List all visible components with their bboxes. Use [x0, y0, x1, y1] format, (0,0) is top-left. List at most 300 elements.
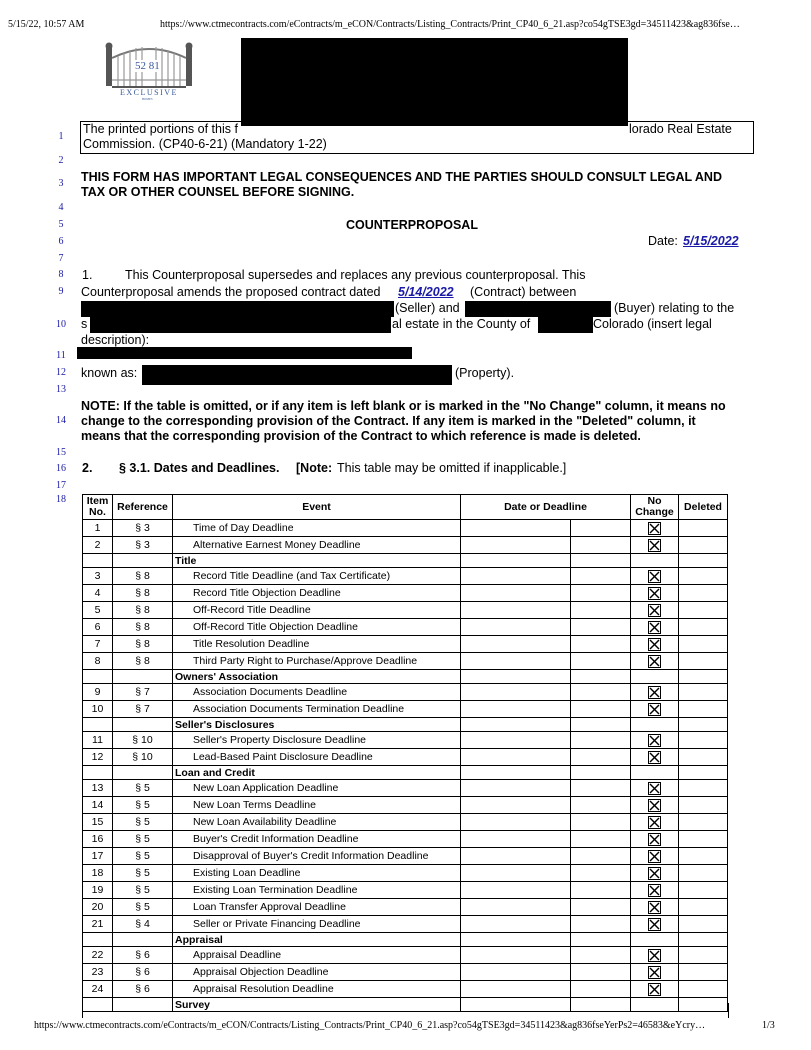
- reference: § 7: [113, 684, 173, 701]
- cell: [113, 670, 173, 684]
- cell: [113, 766, 173, 780]
- reference: § 5: [113, 780, 173, 797]
- table-row: [83, 831, 728, 848]
- cell: [461, 933, 571, 947]
- deadline-cell[interactable]: [571, 537, 631, 554]
- table-row: [83, 653, 728, 670]
- cell: [113, 933, 173, 947]
- no-change-cell[interactable]: [631, 831, 679, 848]
- date-cell[interactable]: [461, 780, 571, 797]
- deadline-cell[interactable]: [571, 780, 631, 797]
- reference: § 5: [113, 865, 173, 882]
- table-section-row: [83, 766, 728, 780]
- cell: [631, 554, 679, 568]
- deadline-cell[interactable]: [571, 848, 631, 865]
- item-number: 5: [83, 602, 113, 619]
- no-change-cell[interactable]: [631, 520, 679, 537]
- table-row: [83, 981, 728, 998]
- date-cell[interactable]: [461, 916, 571, 933]
- cell: [461, 766, 571, 780]
- item-number: 23: [83, 964, 113, 981]
- reference: § 8: [113, 602, 173, 619]
- cell: [571, 554, 631, 568]
- para-text: (Contract) between: [470, 285, 577, 299]
- cell: [679, 933, 728, 947]
- no-change-checkbox[interactable]: [648, 621, 661, 634]
- no-change-checkbox[interactable]: [648, 638, 661, 651]
- column-header: Event: [173, 495, 461, 520]
- section-heading: Owners' Association: [173, 670, 461, 684]
- no-change-cell[interactable]: [631, 780, 679, 797]
- deleted-cell[interactable]: [679, 585, 728, 602]
- date-cell[interactable]: [461, 814, 571, 831]
- date-label: Date:: [648, 234, 678, 248]
- table-row: [83, 749, 728, 766]
- cell: [113, 554, 173, 568]
- deadline-cell[interactable]: [571, 701, 631, 718]
- cell: [571, 766, 631, 780]
- deadline-cell[interactable]: [571, 568, 631, 585]
- reference: § 7: [113, 701, 173, 718]
- no-change-checkbox[interactable]: [648, 966, 661, 979]
- event-name: Association Documents Deadline: [173, 684, 461, 701]
- no-change-cell[interactable]: [631, 585, 679, 602]
- deadline-cell[interactable]: [571, 882, 631, 899]
- item-number: 15: [83, 814, 113, 831]
- item-number: 7: [83, 636, 113, 653]
- table-row: [83, 701, 728, 718]
- redaction-legal: [77, 347, 412, 359]
- cell: [83, 933, 113, 947]
- para-text: Colorado (insert legal: [593, 317, 712, 331]
- item-number: 24: [83, 981, 113, 998]
- reference: § 6: [113, 964, 173, 981]
- deleted-cell[interactable]: [679, 797, 728, 814]
- reference: § 3: [113, 520, 173, 537]
- section-heading: Loan and Credit: [173, 766, 461, 780]
- legal-warning: THIS FORM HAS IMPORTANT LEGAL CONSEQUENCES AND THE PARTIES SHOULD CONSULT LEGAL AND: [81, 170, 722, 184]
- no-change-checkbox[interactable]: [648, 799, 661, 812]
- no-change-cell[interactable]: [631, 602, 679, 619]
- no-change-cell[interactable]: [631, 947, 679, 964]
- event-name: Existing Loan Termination Deadline: [173, 882, 461, 899]
- page-title: COUNTERPROPOSAL: [346, 218, 478, 232]
- table-row: [83, 899, 728, 916]
- deadline-cell[interactable]: [571, 749, 631, 766]
- line-number: 3: [58, 178, 64, 189]
- no-change-cell[interactable]: [631, 701, 679, 718]
- cell: [631, 670, 679, 684]
- table-row: [83, 520, 728, 537]
- table-row: [83, 882, 728, 899]
- deleted-cell[interactable]: [679, 780, 728, 797]
- no-change-cell[interactable]: [631, 981, 679, 998]
- print-url: https://www.ctmecontracts.com/eContracts/m_eCON/Contracts/Listing_Contracts/Print_CP40_6_21.asp?co54gTSE3gd=34511423&ag836fse…: [160, 19, 740, 30]
- event-name: Existing Loan Deadline: [173, 865, 461, 882]
- deadline-cell[interactable]: [571, 899, 631, 916]
- note-text: change to the corresponding provision of the Contract. If any item is marked in the "Deleted" column, it: [81, 414, 696, 428]
- deadline-cell[interactable]: [571, 865, 631, 882]
- date-cell[interactable]: [461, 947, 571, 964]
- table-row: [83, 797, 728, 814]
- no-change-cell[interactable]: [631, 653, 679, 670]
- date-cell[interactable]: [461, 684, 571, 701]
- reference: § 5: [113, 882, 173, 899]
- no-change-cell[interactable]: [631, 814, 679, 831]
- deadline-cell[interactable]: [571, 653, 631, 670]
- line-number: 16: [56, 463, 66, 474]
- no-change-checkbox[interactable]: [648, 949, 661, 962]
- date-cell[interactable]: [461, 602, 571, 619]
- item-number: 18: [83, 865, 113, 882]
- date-cell[interactable]: [461, 882, 571, 899]
- para-text: (Property).: [455, 366, 515, 380]
- deleted-cell[interactable]: [679, 882, 728, 899]
- section-title: § 3.1. Dates and Deadlines.: [119, 461, 280, 475]
- reference: § 8: [113, 636, 173, 653]
- date-cell[interactable]: [461, 732, 571, 749]
- redaction-address: [90, 317, 391, 333]
- no-change-checkbox[interactable]: [648, 522, 661, 535]
- item-number: 13: [83, 780, 113, 797]
- reference: § 3: [113, 537, 173, 554]
- deleted-cell[interactable]: [679, 537, 728, 554]
- event-name: Record Title Deadline (and Tax Certificate): [173, 568, 461, 585]
- item-number: 17: [83, 848, 113, 865]
- line-number: 10: [56, 319, 66, 330]
- event-name: Buyer's Credit Information Deadline: [173, 831, 461, 848]
- item-number: 14: [83, 797, 113, 814]
- no-change-checkbox[interactable]: [648, 867, 661, 880]
- legal-warning: TAX OR OTHER COUNSEL BEFORE SIGNING.: [81, 185, 355, 199]
- deleted-cell[interactable]: [679, 619, 728, 636]
- no-change-cell[interactable]: [631, 848, 679, 865]
- reference: § 8: [113, 568, 173, 585]
- cell: [83, 766, 113, 780]
- reference: § 6: [113, 981, 173, 998]
- no-change-checkbox[interactable]: [648, 570, 661, 583]
- date-cell[interactable]: [461, 749, 571, 766]
- deadline-cell[interactable]: [571, 981, 631, 998]
- line-number: 17: [56, 480, 66, 491]
- table-row: [83, 780, 728, 797]
- date-cell[interactable]: [461, 981, 571, 998]
- deadline-cell[interactable]: [571, 684, 631, 701]
- date-cell[interactable]: [461, 964, 571, 981]
- logo-brand: EXCLUSIVE: [120, 88, 178, 97]
- line-number: 4: [58, 202, 64, 213]
- no-change-cell[interactable]: [631, 568, 679, 585]
- reference: § 10: [113, 732, 173, 749]
- no-change-checkbox[interactable]: [648, 782, 661, 795]
- no-change-cell[interactable]: [631, 899, 679, 916]
- no-change-checkbox[interactable]: [648, 901, 661, 914]
- logo-number: 52 81: [135, 60, 160, 72]
- event-name: Off-Record Title Deadline: [173, 602, 461, 619]
- no-change-cell[interactable]: [631, 882, 679, 899]
- date-cell[interactable]: [461, 653, 571, 670]
- table-row: [83, 848, 728, 865]
- event-name: Alternative Earnest Money Deadline: [173, 537, 461, 554]
- no-change-cell[interactable]: [631, 964, 679, 981]
- deleted-cell[interactable]: [679, 899, 728, 916]
- date-cell[interactable]: [461, 865, 571, 882]
- no-change-checkbox[interactable]: [648, 734, 661, 747]
- para-text: al estate in the County of: [392, 317, 531, 331]
- reference: § 5: [113, 797, 173, 814]
- date-cell[interactable]: [461, 701, 571, 718]
- date-cell[interactable]: [461, 899, 571, 916]
- event-name: Appraisal Objection Deadline: [173, 964, 461, 981]
- cell: [679, 670, 728, 684]
- column-header: No Change: [631, 495, 679, 520]
- item-number: 2: [83, 537, 113, 554]
- event-name: Disapproval of Buyer's Credit Information Deadline: [173, 848, 461, 865]
- table-row: [83, 865, 728, 882]
- deadline-cell[interactable]: [571, 814, 631, 831]
- deleted-cell[interactable]: [679, 865, 728, 882]
- cell: [679, 718, 728, 732]
- deadline-cell[interactable]: [571, 797, 631, 814]
- item-number: 21: [83, 916, 113, 933]
- no-change-checkbox[interactable]: [648, 833, 661, 846]
- deadline-cell[interactable]: [571, 964, 631, 981]
- event-name: New Loan Terms Deadline: [173, 797, 461, 814]
- no-change-checkbox[interactable]: [648, 686, 661, 699]
- deleted-cell[interactable]: [679, 636, 728, 653]
- para-text: known as:: [81, 366, 138, 380]
- table-header: [83, 495, 728, 520]
- cell: [631, 766, 679, 780]
- reference: § 10: [113, 749, 173, 766]
- item-number: 3: [83, 568, 113, 585]
- date-cell[interactable]: [461, 568, 571, 585]
- event-name: Seller's Property Disclosure Deadline: [173, 732, 461, 749]
- no-change-cell[interactable]: [631, 636, 679, 653]
- deleted-cell[interactable]: [679, 831, 728, 848]
- no-change-checkbox[interactable]: [648, 703, 661, 716]
- reference: § 5: [113, 848, 173, 865]
- para-text: description):: [81, 333, 150, 347]
- no-change-cell[interactable]: [631, 684, 679, 701]
- no-change-checkbox[interactable]: [648, 918, 661, 931]
- section-number: 2.: [82, 461, 93, 475]
- redaction-seller: [81, 301, 394, 317]
- no-change-cell[interactable]: [631, 916, 679, 933]
- line-number: 18: [56, 494, 66, 505]
- note-text: NOTE: If the table is omitted, or if any item is left blank or is marked in the "No Change" column, it means no: [81, 399, 726, 413]
- company-logo: [104, 38, 194, 100]
- deadlines-table: [82, 494, 728, 1012]
- line-number: 14: [56, 415, 66, 426]
- reference: § 6: [113, 947, 173, 964]
- date-cell[interactable]: [461, 831, 571, 848]
- item-number: 11: [83, 732, 113, 749]
- reference: § 5: [113, 899, 173, 916]
- event-name: Association Documents Termination Deadline: [173, 701, 461, 718]
- table-section-row: [83, 670, 728, 684]
- print-datetime: 5/15/22, 10:57 AM: [8, 19, 85, 30]
- table-row: [83, 684, 728, 701]
- deleted-cell[interactable]: [679, 701, 728, 718]
- date-cell[interactable]: [461, 848, 571, 865]
- deadline-cell[interactable]: [571, 916, 631, 933]
- deadline-cell[interactable]: [571, 619, 631, 636]
- note-label: [Note:: [296, 461, 333, 475]
- event-name: Off-Record Title Objection Deadline: [173, 619, 461, 636]
- date-cell[interactable]: [461, 537, 571, 554]
- no-change-checkbox[interactable]: [648, 983, 661, 996]
- event-name: Loan Transfer Approval Deadline: [173, 899, 461, 916]
- deleted-cell[interactable]: [679, 947, 728, 964]
- redaction-county: [538, 317, 593, 333]
- event-name: Seller or Private Financing Deadline: [173, 916, 461, 933]
- line-number: 11: [56, 350, 66, 361]
- table-row: [83, 585, 728, 602]
- deleted-cell[interactable]: [679, 749, 728, 766]
- item-number: 22: [83, 947, 113, 964]
- no-change-cell[interactable]: [631, 537, 679, 554]
- column-header: Deleted: [679, 495, 728, 520]
- line-number: 15: [56, 447, 66, 458]
- cell: [571, 670, 631, 684]
- item-number: 16: [83, 831, 113, 848]
- seller-label: (Seller) and: [395, 301, 460, 315]
- form-notice-text: Commission. (CP40-6-21) (Mandatory 1-22): [83, 137, 327, 151]
- no-change-checkbox[interactable]: [648, 884, 661, 897]
- event-name: Third Party Right to Purchase/Approve Deadline: [173, 653, 461, 670]
- no-change-checkbox[interactable]: [648, 751, 661, 764]
- event-name: Record Title Objection Deadline: [173, 585, 461, 602]
- line-number: 13: [56, 384, 66, 395]
- deadline-cell[interactable]: [571, 636, 631, 653]
- deleted-cell[interactable]: [679, 981, 728, 998]
- table-row: [83, 602, 728, 619]
- cell: [461, 718, 571, 732]
- date-cell[interactable]: [461, 636, 571, 653]
- line-number: 1: [58, 131, 64, 142]
- item-number: 9: [83, 684, 113, 701]
- cell: [83, 554, 113, 568]
- table-section-row: [83, 718, 728, 732]
- no-change-checkbox[interactable]: [648, 604, 661, 617]
- event-name: Time of Day Deadline: [173, 520, 461, 537]
- no-change-checkbox[interactable]: [648, 850, 661, 863]
- event-name: Appraisal Deadline: [173, 947, 461, 964]
- deleted-cell[interactable]: [679, 602, 728, 619]
- no-change-cell[interactable]: [631, 619, 679, 636]
- table-row: [83, 814, 728, 831]
- date-cell[interactable]: [461, 585, 571, 602]
- form-notice-text: lorado Real Estate: [629, 122, 732, 136]
- no-change-cell[interactable]: [631, 865, 679, 882]
- para-text: s: [81, 317, 88, 331]
- event-name: Title Resolution Deadline: [173, 636, 461, 653]
- deadline-cell[interactable]: [571, 602, 631, 619]
- deadline-cell[interactable]: [571, 585, 631, 602]
- column-header: Date or Deadline: [461, 495, 631, 520]
- reference: § 4: [113, 916, 173, 933]
- deleted-cell[interactable]: [679, 520, 728, 537]
- deadline-cell[interactable]: [571, 947, 631, 964]
- item-number: 6: [83, 619, 113, 636]
- section-heading: Survey: [173, 998, 461, 1012]
- line-number: 7: [58, 253, 64, 264]
- deleted-cell[interactable]: [679, 814, 728, 831]
- reference: § 8: [113, 653, 173, 670]
- date-cell[interactable]: [461, 797, 571, 814]
- deleted-cell[interactable]: [679, 568, 728, 585]
- date-cell[interactable]: [461, 520, 571, 537]
- section-heading: Title: [173, 554, 461, 568]
- no-change-checkbox[interactable]: [648, 539, 661, 552]
- table-row: [83, 537, 728, 554]
- reference: § 8: [113, 619, 173, 636]
- para-text: This Counterproposal supersedes and replaces any previous counterproposal. This: [125, 268, 586, 282]
- no-change-cell[interactable]: [631, 732, 679, 749]
- cell: [461, 554, 571, 568]
- date-value: 5/15/2022: [683, 234, 739, 248]
- cell: [571, 933, 631, 947]
- deadline-cell[interactable]: [571, 732, 631, 749]
- deadline-cell[interactable]: [571, 520, 631, 537]
- buyer-label: (Buyer) relating to the: [614, 301, 735, 315]
- deleted-cell[interactable]: [679, 684, 728, 701]
- form-notice-text: The printed portions of this f: [83, 122, 238, 136]
- section-number: 1.: [82, 268, 93, 282]
- line-number: 8: [58, 269, 64, 280]
- column-header: Reference: [113, 495, 173, 520]
- cell: [631, 933, 679, 947]
- table-section-row: [83, 933, 728, 947]
- item-number: 12: [83, 749, 113, 766]
- deleted-cell[interactable]: [679, 848, 728, 865]
- table-row: [83, 964, 728, 981]
- redaction-known-as: [142, 365, 452, 385]
- line-number: 5: [58, 219, 64, 230]
- table-row: [83, 947, 728, 964]
- line-number: 2: [58, 155, 64, 166]
- line-number: 12: [56, 367, 66, 378]
- no-change-cell[interactable]: [631, 797, 679, 814]
- item-number: 1: [83, 520, 113, 537]
- note-text: means that the corresponding provision of the Contract to which reference is made is deleted.: [81, 429, 641, 443]
- date-cell[interactable]: [461, 619, 571, 636]
- event-name: New Loan Availability Deadline: [173, 814, 461, 831]
- table-row: [83, 916, 728, 933]
- note-text: This table may be omitted if inapplicable.]: [337, 461, 567, 475]
- reference: § 5: [113, 831, 173, 848]
- deleted-cell[interactable]: [679, 964, 728, 981]
- deadline-cell[interactable]: [571, 831, 631, 848]
- event-name: New Loan Application Deadline: [173, 780, 461, 797]
- table-continuation: [82, 1003, 729, 1018]
- deleted-cell[interactable]: [679, 653, 728, 670]
- line-number: 6: [58, 236, 64, 247]
- no-change-cell[interactable]: [631, 749, 679, 766]
- no-change-checkbox[interactable]: [648, 816, 661, 829]
- column-header: Item No.: [83, 495, 113, 520]
- redaction-block: [241, 38, 628, 126]
- reference: § 8: [113, 585, 173, 602]
- cell: [113, 718, 173, 732]
- cell: [571, 718, 631, 732]
- no-change-checkbox[interactable]: [648, 587, 661, 600]
- deleted-cell[interactable]: [679, 732, 728, 749]
- deleted-cell[interactable]: [679, 916, 728, 933]
- contract-date: 5/14/2022: [398, 285, 454, 299]
- no-change-checkbox[interactable]: [648, 655, 661, 668]
